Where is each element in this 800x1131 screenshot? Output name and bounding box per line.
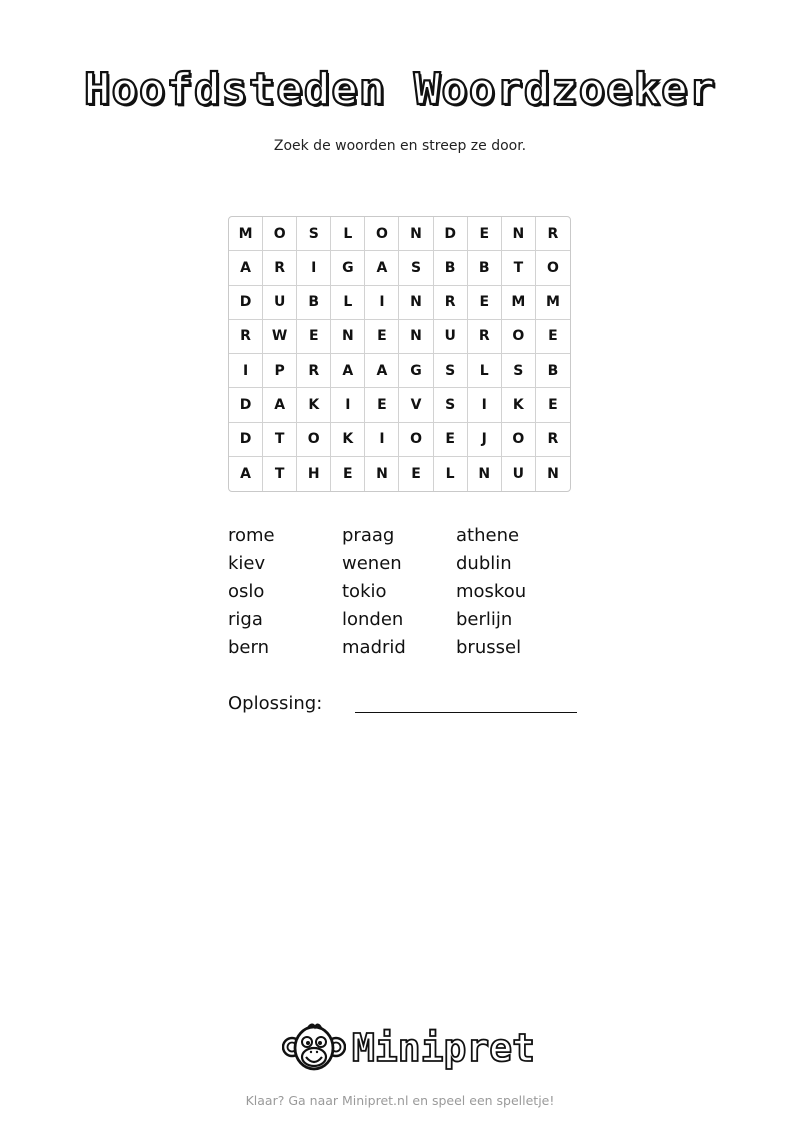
grid-cell[interactable]: L [434, 457, 468, 491]
grid-cell[interactable]: E [434, 423, 468, 457]
page-title: Hoofdsteden Woordzoeker [83, 64, 717, 115]
footer-text: Klaar? Ga naar Minipret.nl en speel een spelletje! [245, 1093, 555, 1108]
grid-cell[interactable]: U [502, 457, 536, 491]
grid-cell[interactable]: V [399, 388, 433, 422]
grid-cell[interactable]: H [297, 457, 331, 491]
grid-cell[interactable]: O [399, 423, 433, 457]
grid-cell[interactable]: U [434, 320, 468, 354]
grid-cell[interactable]: S [297, 217, 331, 251]
grid-cell[interactable]: E [468, 286, 502, 320]
grid-cell[interactable]: R [297, 354, 331, 388]
grid-cell[interactable]: T [263, 457, 297, 491]
solution-answer-line[interactable] [355, 712, 577, 713]
word-item: berlijn [456, 609, 513, 630]
word-item: bern [228, 637, 269, 658]
grid-cell[interactable]: R [263, 251, 297, 285]
grid-cell[interactable]: K [502, 388, 536, 422]
grid-cell[interactable]: A [229, 457, 263, 491]
grid-cell[interactable]: N [399, 217, 433, 251]
grid-cell[interactable]: O [536, 251, 570, 285]
word-item: madrid [342, 637, 406, 658]
grid-cell[interactable]: R [536, 423, 570, 457]
grid-cell[interactable]: E [468, 217, 502, 251]
grid-cell[interactable]: S [502, 354, 536, 388]
grid-cell[interactable]: I [468, 388, 502, 422]
grid-cell[interactable]: G [399, 354, 433, 388]
grid-cell[interactable]: E [331, 457, 365, 491]
grid-cell[interactable]: E [365, 388, 399, 422]
word-item: londen [342, 609, 404, 630]
grid-cell[interactable]: R [536, 217, 570, 251]
grid-cell[interactable]: I [297, 251, 331, 285]
grid-cell[interactable]: T [502, 251, 536, 285]
grid-cell[interactable]: E [399, 457, 433, 491]
grid-cell[interactable]: S [434, 354, 468, 388]
grid-cell[interactable]: I [365, 423, 399, 457]
grid-cell[interactable]: G [331, 251, 365, 285]
grid-cell[interactable]: B [297, 286, 331, 320]
grid-cell[interactable]: K [331, 423, 365, 457]
grid-cell[interactable]: I [331, 388, 365, 422]
grid-cell[interactable]: E [536, 388, 570, 422]
grid-cell[interactable]: S [434, 388, 468, 422]
grid-cell[interactable]: S [399, 251, 433, 285]
grid-cell[interactable]: E [365, 320, 399, 354]
word-list [228, 525, 588, 659]
grid-cell[interactable]: W [263, 320, 297, 354]
grid-cell[interactable]: P [263, 354, 297, 388]
word-item: riga [228, 609, 263, 630]
grid-cell[interactable]: N [502, 217, 536, 251]
grid-cell[interactable]: O [502, 423, 536, 457]
grid-cell[interactable]: N [399, 286, 433, 320]
grid-cell[interactable]: R [468, 320, 502, 354]
grid-cell[interactable]: O [263, 217, 297, 251]
grid-cell[interactable]: I [365, 286, 399, 320]
grid-cell[interactable]: M [502, 286, 536, 320]
word-item: praag [342, 525, 395, 546]
grid-cell[interactable]: T [263, 423, 297, 457]
grid-cell[interactable]: D [229, 286, 263, 320]
solution-row [228, 692, 588, 722]
grid-cell[interactable]: D [434, 217, 468, 251]
instructions: Zoek de woorden en streep ze door. [273, 138, 527, 154]
grid-cell[interactable]: M [536, 286, 570, 320]
grid-cell[interactable]: A [263, 388, 297, 422]
grid-cell[interactable]: A [365, 251, 399, 285]
grid-cell[interactable]: D [229, 423, 263, 457]
monkey-mascot-icon [282, 1021, 346, 1075]
grid-cell[interactable]: R [229, 320, 263, 354]
grid-cell[interactable]: O [365, 217, 399, 251]
word-item: moskou [456, 581, 527, 602]
grid-cell[interactable]: N [547, 465, 559, 482]
word-item: brussel [456, 637, 522, 658]
grid-cell[interactable]: N [365, 457, 399, 491]
grid-cell[interactable]: R [434, 286, 468, 320]
grid-cell[interactable]: M [229, 217, 263, 251]
grid-cell[interactable]: N [468, 457, 502, 491]
solution-label: Oplossing: [228, 693, 323, 714]
grid-cell[interactable]: D [229, 388, 263, 422]
word-item: rome [228, 525, 275, 546]
grid-cell[interactable]: B [468, 251, 502, 285]
grid-cell[interactable]: N [399, 320, 433, 354]
word-item: tokio [342, 581, 387, 602]
word-item: dublin [456, 553, 512, 574]
grid-cell[interactable]: E [297, 320, 331, 354]
grid-cell[interactable]: B [536, 354, 570, 388]
grid-cell[interactable]: A [365, 354, 399, 388]
letter-grid [228, 216, 571, 492]
word-item: oslo [228, 581, 265, 602]
word-item: kiev [228, 553, 266, 574]
grid-cell[interactable]: U [263, 286, 297, 320]
grid-cell[interactable]: E [536, 320, 570, 354]
grid-cell[interactable]: B [434, 251, 468, 285]
grid-cell[interactable]: O [502, 320, 536, 354]
grid-cell[interactable]: A [331, 354, 365, 388]
word-item: wenen [342, 553, 402, 574]
word-item: athene [456, 525, 520, 546]
grid-cell[interactable]: L [331, 217, 365, 251]
logo-wordmark: Minipret [352, 1026, 536, 1070]
grid-cell[interactable]: K [297, 388, 331, 422]
minipret-logo [282, 1020, 536, 1076]
grid-cell[interactable]: I [229, 354, 263, 388]
grid-cell[interactable]: L [468, 354, 502, 388]
grid-cell[interactable]: O [297, 423, 331, 457]
grid-cell[interactable]: N [331, 320, 365, 354]
grid-cell[interactable]: L [331, 286, 365, 320]
grid-cell[interactable]: A [229, 251, 263, 285]
grid-cell[interactable]: J [468, 423, 502, 457]
